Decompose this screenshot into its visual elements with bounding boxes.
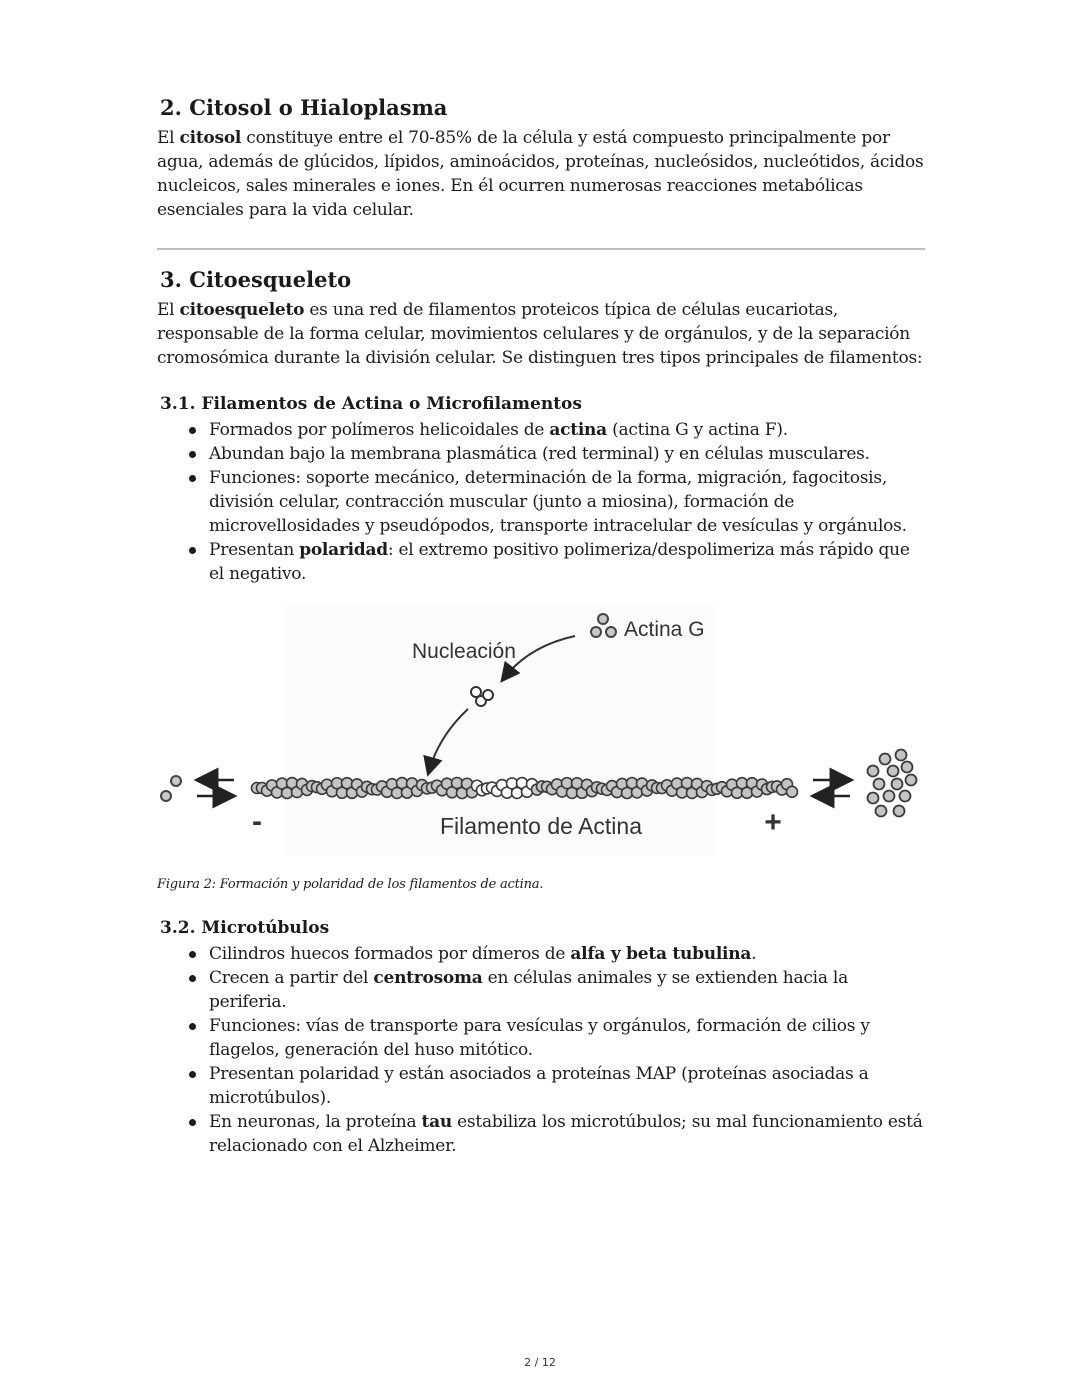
label-actin-filament: Filamento de Actina xyxy=(439,813,643,839)
list-microtubulos xyxy=(157,942,925,1158)
actin-g-monomer xyxy=(900,791,911,802)
actin-g-monomer xyxy=(896,750,907,761)
subsection-heading-actina: 3.1. Filamentos de Actina o Microfilamentos xyxy=(160,394,582,414)
label-minus-end: - xyxy=(252,805,262,838)
subsection-heading-microtubulos: 3.2. Microtúbulos xyxy=(160,918,330,938)
actin-g-monomer xyxy=(876,806,887,817)
plus-end-monomer-pool-icon xyxy=(868,750,917,817)
list-item: Abundan bajo la membrana plasmática (red terminal) y en células musculares. xyxy=(209,442,925,466)
actin-filament-icon xyxy=(252,778,798,799)
actin-g-monomer xyxy=(868,793,879,804)
list-item: Funciones: vías de transporte para vesículas y orgánulos, formación de cilios y flagelos, generación del huso mitótico. xyxy=(209,1014,925,1062)
actin-g-monomer xyxy=(902,762,913,773)
list-item: Formados por polímeros helicoidales de actina (actina G y actina F). xyxy=(209,418,925,442)
section-divider xyxy=(157,248,925,250)
document-page xyxy=(157,94,925,1158)
label-plus-end: + xyxy=(764,806,782,839)
minus-end-monomers-icon xyxy=(161,776,181,801)
actin-g-monomer xyxy=(880,754,891,765)
actin-g-monomer xyxy=(868,766,879,777)
actin-g-monomer xyxy=(892,779,903,790)
section-heading-citosol: 2. Citosol o Hialoplasma xyxy=(160,95,448,120)
label-actin-g: Actina G xyxy=(624,618,705,641)
section-heading-citoesqueleto: 3. Citoesqueleto xyxy=(160,267,352,292)
actin-diagram xyxy=(157,606,925,876)
list-item: Funciones: soporte mecánico, determinación de la forma, migración, fagocitosis, división celular, contracción muscular (junto a miosina), formación de microvellosidades y pseudópodos, transporte intracelular de vesículas y orgánulos. xyxy=(209,466,925,538)
list-item: Cilindros huecos formados por dímeros de alfa y beta tubulina. xyxy=(209,942,925,966)
list-actina xyxy=(157,418,925,586)
list-item: Crecen a partir del centrosoma en células animales y se extienden hacia la periferia. xyxy=(209,966,925,1014)
list-item: Presentan polaridad: el extremo positivo polimeriza/despolimeriza más rápido que el negativo. xyxy=(209,538,925,586)
actin-g-monomer xyxy=(884,791,895,802)
paragraph-citoesqueleto: El citoesqueleto es una red de filamentos proteicos típica de células eucariotas, responsable de la forma celular, movimientos celulares y de orgánulos, y de la separación cromosómica durante la división celular. Se distinguen tres tipos principales de filamentos: xyxy=(157,300,923,368)
list-item: Presentan polaridad y están asociados a proteínas MAP (proteínas asociadas a microtúbulos). xyxy=(209,1062,925,1110)
actin-subunit xyxy=(787,786,798,797)
page-number: 2 / 12 xyxy=(524,1356,556,1369)
label-nucleation: Nucleación xyxy=(412,640,516,663)
paragraph-citosol: El citosol constituye entre el 70-85% de la célula y está compuesto principalmente por agua, además de glúcidos, lípidos, aminoácidos, proteínas, nucleósidos, nucleótidos, ácidos nucleicos, sales minerales e iones. En él ocurren numerosas reacciones metabólicas esenciales para la vida celular. xyxy=(157,128,924,220)
actin-g-monomer xyxy=(888,766,899,777)
list-item: En neuronas, la proteína tau estabiliza los microtúbulos; su mal funcionamiento está relacionado con el Alzheimer. xyxy=(209,1110,925,1158)
figure-caption: Figura 2: Formación y polaridad de los filamentos de actina. xyxy=(157,877,544,892)
actin-g-monomer xyxy=(906,775,917,786)
actin-g-monomer xyxy=(874,779,885,790)
actin-g-monomer xyxy=(894,806,905,817)
actin-filament-figure xyxy=(157,606,925,876)
